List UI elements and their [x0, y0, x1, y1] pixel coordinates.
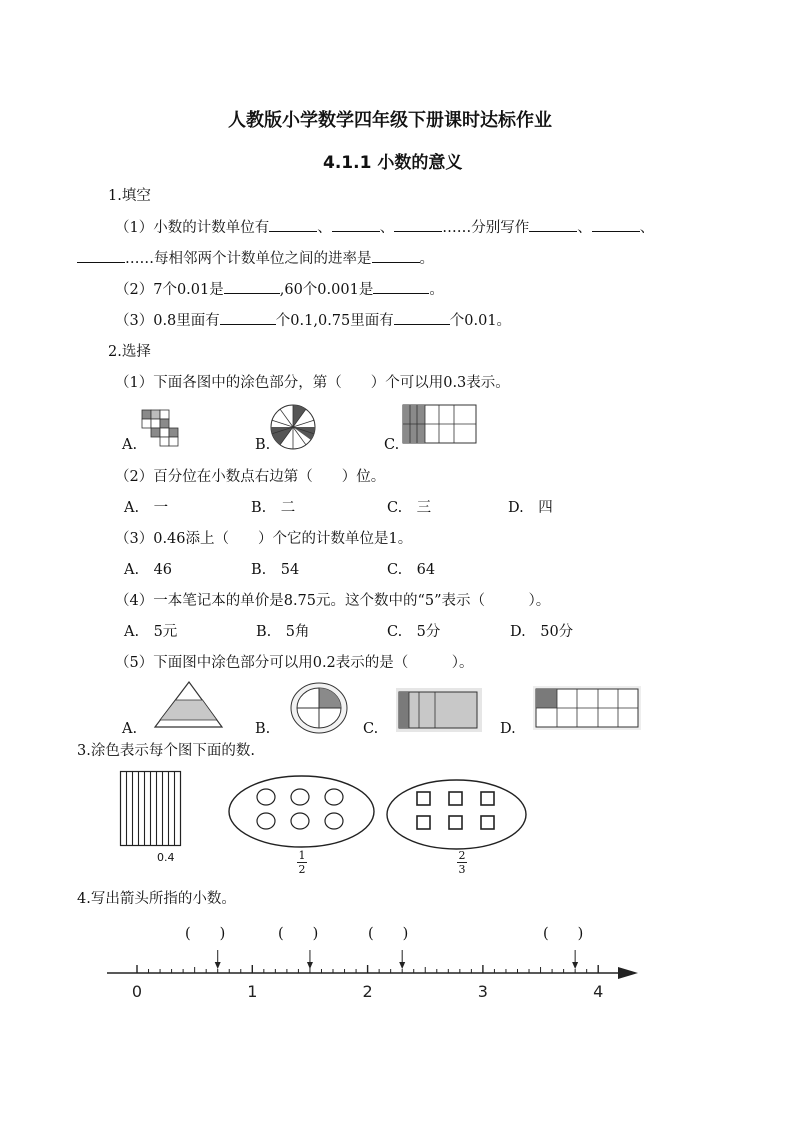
question-2-3: （3）0.46添上（ ）个它的计数单位是1。: [115, 531, 413, 547]
arrow-down-icon: [215, 962, 221, 969]
option-label[interactable]: C. 64: [387, 562, 436, 578]
answer-paren[interactable]: ( ): [185, 926, 226, 942]
q-text: （1）小数的计数单位有: [115, 220, 270, 236]
answer-paren[interactable]: ( ): [368, 926, 409, 942]
question-2-1: （1）下面各图中的涂色部分，第（ ）个可以用0.3表示。: [115, 375, 510, 391]
page-title: 人教版小学数学四年级下册课时达标作业: [228, 110, 552, 131]
option-label[interactable]: B.: [255, 721, 271, 737]
q-text: （2）7个0.01是: [115, 282, 224, 298]
answer-paren[interactable]: ( ): [278, 926, 319, 942]
section-1-heading: 1.填空: [108, 188, 151, 204]
q-text: ,60个0.001是: [279, 282, 374, 298]
option-label[interactable]: D. 四: [508, 500, 553, 516]
q-text: 、: [639, 220, 655, 236]
option-label[interactable]: B. 54: [251, 562, 300, 578]
option-label[interactable]: B. 5角: [256, 624, 310, 640]
option-label[interactable]: C.: [363, 721, 379, 737]
q-text: 个0.01。: [449, 313, 512, 329]
option-label[interactable]: A. 46: [124, 562, 173, 578]
option-label[interactable]: B. 二: [251, 500, 296, 516]
option-label[interactable]: C. 5分: [387, 624, 441, 640]
option-label[interactable]: C.: [384, 437, 400, 453]
q-text: 、: [577, 220, 592, 236]
option-label[interactable]: A. 5元: [124, 624, 178, 640]
option-label[interactable]: A.: [122, 721, 138, 737]
tick-label: 3: [477, 982, 488, 1001]
option-label[interactable]: D.: [500, 721, 516, 737]
q-text: 、: [317, 220, 332, 236]
arrow-head-icon: [618, 967, 638, 979]
label-0-4: 0.4: [157, 851, 175, 864]
section-3-heading: 3.涂色表示每个图下面的数.: [77, 743, 255, 759]
fraction-numerator: 2: [458, 849, 466, 862]
tick-label: 2: [362, 982, 373, 1001]
page-subtitle: 4.1.1 小数的意义: [323, 153, 463, 173]
section-4-heading: 4.写出箭头所指的小数。: [77, 891, 236, 907]
tick-label: 1: [247, 982, 258, 1001]
arrow-down-icon: [399, 962, 405, 969]
fraction-denominator: 3: [458, 863, 466, 876]
fraction-numerator: 1: [298, 849, 306, 862]
q-text: 、: [379, 220, 395, 236]
tick-label: 4: [593, 982, 604, 1001]
option-label[interactable]: A. 一: [124, 500, 169, 516]
arrow-down-icon: [572, 962, 578, 969]
option-label[interactable]: D. 50分: [510, 624, 574, 640]
tick-label: 0: [131, 982, 143, 1001]
q-text: （3）0.8里面有: [115, 313, 220, 329]
option-label[interactable]: B.: [255, 437, 271, 453]
section-2-heading: 2.选择: [108, 344, 151, 360]
q-text: ……分别写作: [442, 220, 530, 236]
q-text: 。: [419, 251, 434, 267]
question-2-5: （5）下面图中涂色部分可以用0.2表示的是（ ）。: [115, 655, 474, 671]
q-text: 个0.1,0.75里面有: [275, 313, 394, 329]
question-2-4: （4）一本笔记本的单价是8.75元。这个数中的“5”表示（ ）。: [115, 593, 551, 609]
question-2-2: （2）百分位在小数点右边第（ ）位。: [115, 469, 386, 485]
answer-paren[interactable]: ( ): [543, 926, 584, 942]
option-label[interactable]: A.: [122, 437, 138, 453]
arrow-down-icon: [307, 962, 313, 969]
option-label[interactable]: C. 三: [387, 500, 432, 516]
q-text: 。: [429, 282, 444, 298]
fraction-denominator: 2: [298, 863, 306, 876]
q-text: ……每相邻两个计数单位之间的进率是: [125, 251, 372, 267]
